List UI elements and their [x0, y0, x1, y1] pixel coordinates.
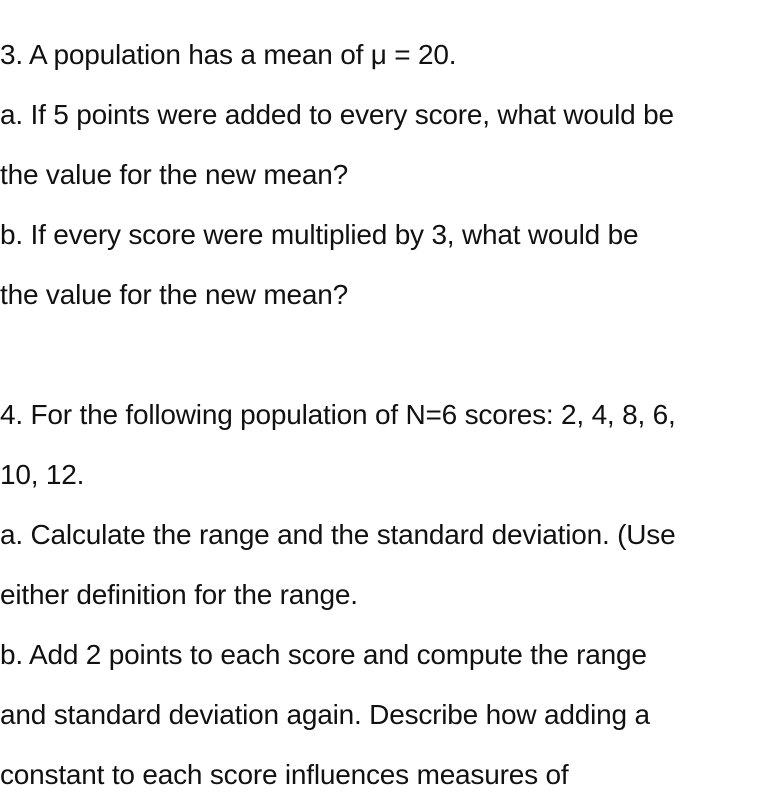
problem-3b-line-2: the value for the new mean?	[0, 279, 348, 310]
problem-3-stem: 3. A population has a mean of μ = 20.	[0, 39, 457, 70]
problem-4-stem-line-2: 10, 12.	[0, 459, 85, 490]
problem-4b-line-1: b. Add 2 points to each score and compute the range	[0, 639, 647, 670]
document-body	[0, 25, 768, 805]
problem-3a-line-2: the value for the new mean?	[0, 159, 348, 190]
problem-4b-line-2: and standard deviation again. Describe how adding a	[0, 699, 650, 730]
problem-4a-line-1: a. Calculate the range and the standard deviation. (Use	[0, 519, 676, 550]
paragraph-gap	[0, 325, 768, 385]
problem-4b-line-3: constant to each score influences measures of	[0, 759, 569, 790]
problem-3a-line-1: a. If 5 points were added to every score, what would be	[0, 99, 674, 130]
problem-3b-line-1: b. If every score were multiplied by 3, what would be	[0, 219, 639, 250]
problem-4a-line-2: either definition for the range.	[0, 579, 358, 610]
problem-4-stem-line-1: 4. For the following population of N=6 scores: 2, 4, 8, 6,	[0, 399, 676, 430]
